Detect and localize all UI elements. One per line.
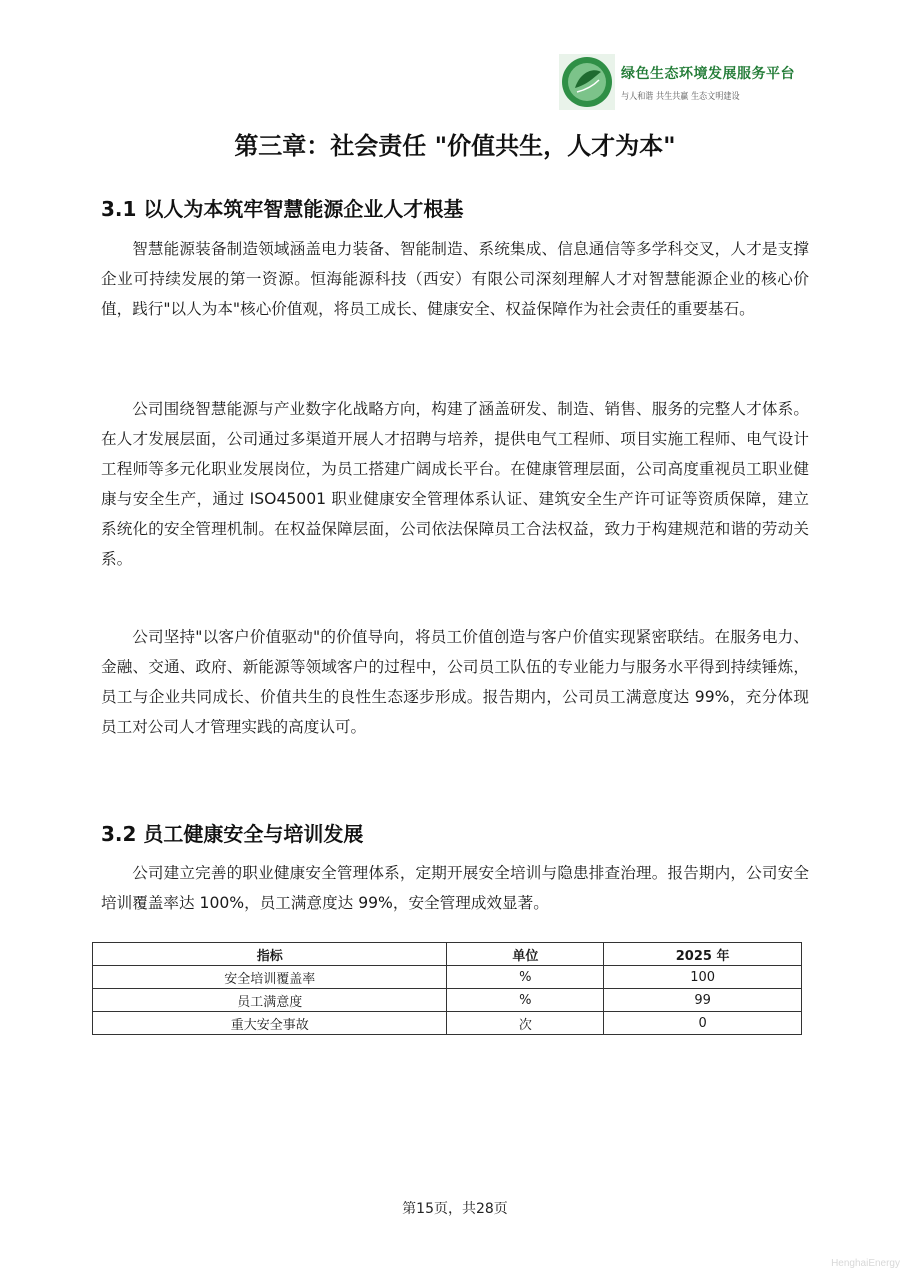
paragraph: 公司围绕智慧能源与产业数字化战略方向，构建了涵盖研发、制造、销售、服务的完整人才体系。在人才发展层面，公司通过多渠道开展人才招聘与培养，提供电气工程师、项目实施工程师、电气设计工程师等多元化职业发展岗位，为员工搭建广阔成长平台。在健康管理层面，公司高度重视员工职业健康与安全生产，通过 ISO45001 职业健康安全管理体系认证、建筑安全生产许可证等资质保障，建立系统化的安全管理机制。在权益保障层面，公司依法保障员工合法权益，致力于构建规范和谐的劳动关系。 (101, 400, 809, 568)
paragraph: 公司建立完善的职业健康安全管理体系，定期开展安全培训与隐患排查治理。报告期内，公司安全培训覆盖率达 100%，员工满意度达 99%，安全管理成效显著。 (101, 864, 809, 912)
section-heading-3-2: 3.2 员工健康安全与培训发展 (101, 822, 364, 846)
table-cell: 员工满意度 (93, 989, 447, 1012)
leaf-emblem-icon (559, 54, 615, 110)
table-row (93, 966, 802, 989)
table-header-row (93, 943, 802, 966)
table-header-cell: 2025 年 (604, 943, 802, 966)
safety-metrics-table (92, 942, 802, 1035)
section-heading-3-1: 3.1 以人为本筑牢智慧能源企业人才根基 (101, 197, 464, 221)
table-header-cell: 单位 (447, 943, 604, 966)
table-cell: % (447, 966, 604, 989)
page-number: 第15页，共28页 (402, 1201, 508, 1217)
table-cell: 安全培训覆盖率 (93, 966, 447, 989)
table-cell: 99 (604, 989, 802, 1012)
table-cell: 100 (604, 966, 802, 989)
watermark: HenghaiEnergy (831, 1258, 900, 1269)
table-cell: 重大安全事故 (93, 1012, 447, 1035)
table-row (93, 1012, 802, 1035)
chapter-title: 第三章：社会责任 "价值共生，人才为本" (234, 132, 676, 160)
table-cell: 0 (604, 1012, 802, 1035)
logo-slogan: 与人和谐 共生共赢 生态文明建设 (621, 91, 740, 102)
platform-logo (559, 54, 809, 110)
table-header-cell: 指标 (93, 943, 447, 966)
logo-name: 绿色生态环境发展服务平台 (621, 65, 795, 82)
table-cell: % (447, 989, 604, 1012)
table-cell: 次 (447, 1012, 604, 1035)
table-row (93, 989, 802, 1012)
paragraph: 智慧能源装备制造领域涵盖电力装备、智能制造、系统集成、信息通信等多学科交叉，人才是支撑企业可持续发展的第一资源。恒海能源科技（西安）有限公司深刻理解人才对智慧能源企业的核心价值，践行"以人为本"核心价值观，将员工成长、健康安全、权益保障作为社会责任的重要基石。 (101, 240, 809, 318)
paragraph: 公司坚持"以客户价值驱动"的价值导向，将员工价值创造与客户价值实现紧密联结。在服务电力、金融、交通、政府、新能源等领域客户的过程中，公司员工队伍的专业能力与服务水平得到持续锤炼，员工与企业共同成长、价值共生的良性生态逐步形成。报告期内，公司员工满意度达 99%，充分体现员工对公司人才管理实践的高度认可。 (101, 628, 809, 736)
